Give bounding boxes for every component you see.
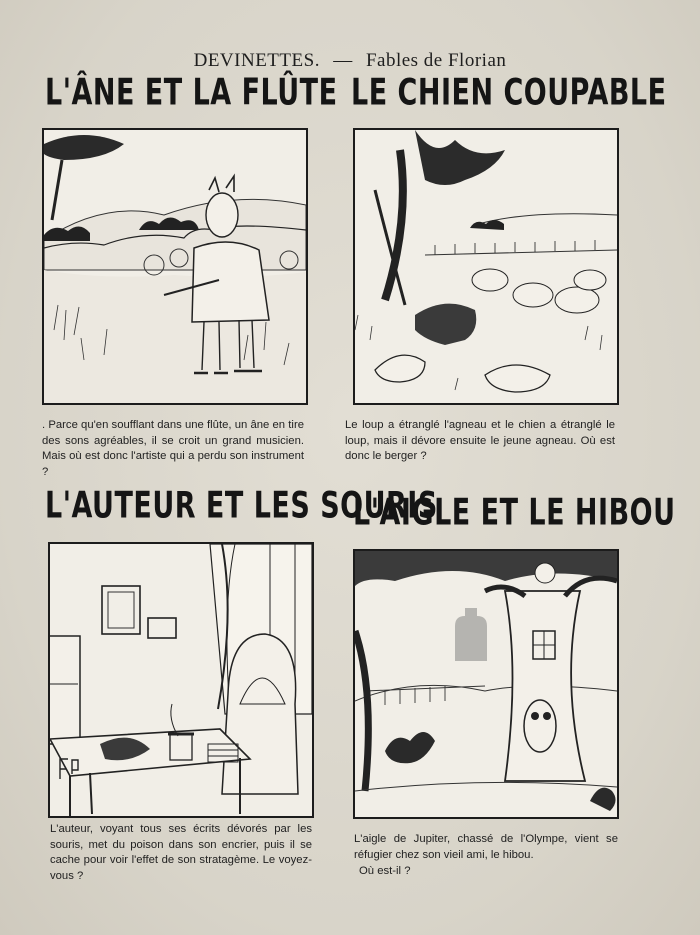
- donkey-flute-drawing: [44, 130, 306, 403]
- fable-caption: Le loup a étranglé l'agneau et le chien a étranglé le loup, mais il dévore ensuite le jeune agneau. Où est donc le berger ?: [345, 419, 615, 462]
- fable-caption-question: Où est-il ?: [359, 865, 411, 877]
- fable-caption: L'auteur, voyant tous ses écrits dévorés par les souris, met du poison dans son encrier, puis il se cache pour voir l'effet de son stratagème. Le voyez-vous ?: [50, 823, 312, 882]
- illustration-donkey-flute: [42, 128, 308, 405]
- fable-title: L'AIGLE ET LE HIBOU: [353, 492, 676, 534]
- author-mice-drawing: [50, 544, 312, 816]
- illustration-author-mice: [48, 542, 314, 818]
- owl-tree-drawing: [355, 551, 617, 817]
- header-label: DEVINETTES.: [193, 50, 320, 71]
- fable-title: LE CHIEN COUPABLE: [351, 72, 667, 114]
- fable-title: L'AUTEUR ET LES SOURIS: [45, 485, 438, 527]
- fable-title: L'ÂNE ET LA FLÛTE: [45, 72, 338, 114]
- page-header: [0, 50, 700, 72]
- illustration-wolf-dog-sheep: [353, 128, 619, 405]
- wolf-dog-sheep-drawing: [355, 130, 617, 403]
- fable-caption: . Parce qu'en soufflant dans une flûte, un âne en tire des sons agréables, il se croit un grand musicien. Mais où est donc l'artiste qui a perdu son instrument ?: [42, 419, 304, 478]
- header-subtitle: Fables de Florian: [365, 50, 507, 71]
- fable-caption: L'aigle de Jupiter, chassé de l'Olympe, vient se réfugier chez son vieil ami, le hibou.: [354, 833, 618, 861]
- illustration-owl-tree: [353, 549, 619, 819]
- header-separator: —: [333, 50, 353, 71]
